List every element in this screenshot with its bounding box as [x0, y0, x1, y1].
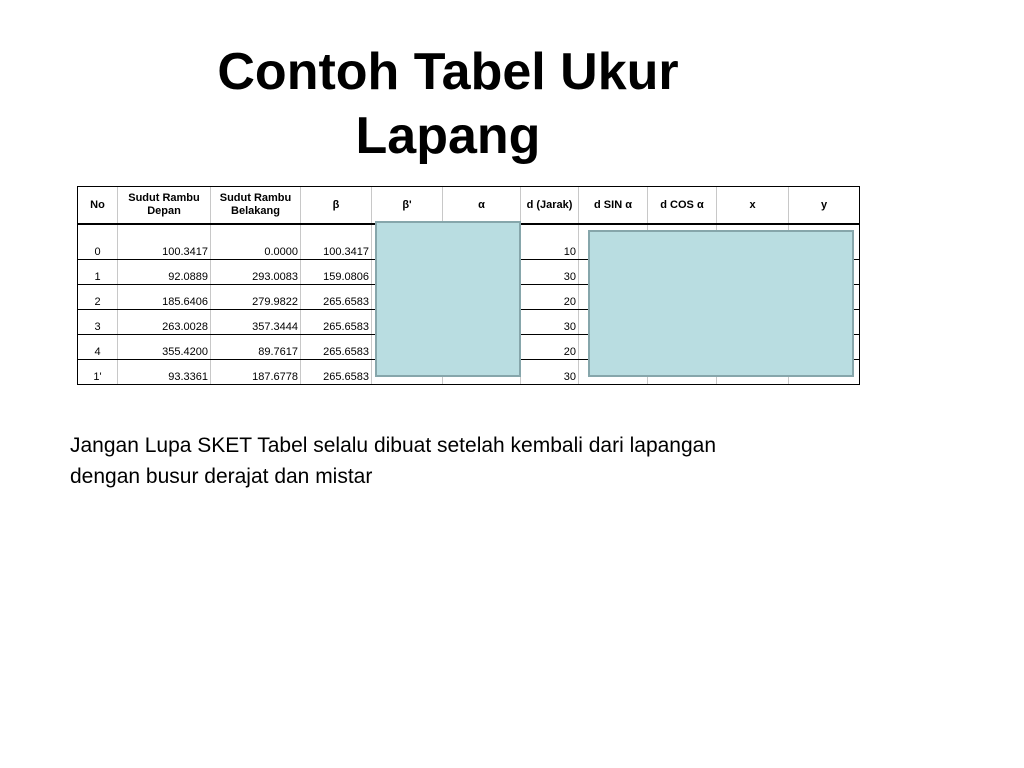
slide-title-line-2: Lapang [355, 107, 541, 165]
cell-sudut-rambu-belakang: 279.9822 [211, 285, 301, 310]
cell-sudut-rambu-depan: 100.3417 [118, 235, 211, 260]
cover-box-beta-alpha [375, 221, 521, 377]
cell-jarak: 30 [521, 360, 579, 385]
cell-beta: 159.0806 [301, 260, 372, 285]
header-cell-d-sin: d SIN α [579, 187, 648, 225]
cell-beta: 265.6583 [301, 285, 372, 310]
note-line-2: dengan busur derajat dan mistar [70, 465, 373, 488]
cell-jarak: 30 [521, 310, 579, 335]
slide-title-line-1: Contoh Tabel Ukur [217, 43, 679, 101]
header-cell-alpha: α [443, 187, 521, 225]
cell-beta: 265.6583 [301, 335, 372, 360]
header-cell-beta: β [301, 187, 372, 225]
header-cell-no: No [78, 187, 118, 225]
cell-no: 0 [78, 235, 118, 260]
cell-sudut-rambu-depan: 355.4200 [118, 335, 211, 360]
cell-sudut-rambu-depan: 185.6406 [118, 285, 211, 310]
header-cell-sudut-rambu-belakang: Sudut Rambu Belakang [211, 187, 301, 225]
cell-beta: 265.6583 [301, 360, 372, 385]
cell-no: 1' [78, 360, 118, 385]
cell-no: 3 [78, 310, 118, 335]
spacer-cell [78, 224, 118, 235]
slide-title [0, 40, 896, 168]
cell-jarak: 30 [521, 260, 579, 285]
cell-beta: 100.3417 [301, 235, 372, 260]
spacer-cell [211, 224, 301, 235]
table-header-row [78, 187, 860, 225]
header-cell-beta-prime: β' [372, 187, 443, 225]
cell-sudut-rambu-belakang: 0.0000 [211, 235, 301, 260]
cell-jarak: 20 [521, 335, 579, 360]
cell-jarak: 20 [521, 285, 579, 310]
cell-sudut-rambu-belakang: 89.7617 [211, 335, 301, 360]
spacer-cell [118, 224, 211, 235]
spacer-cell [521, 224, 579, 235]
cell-sudut-rambu-depan: 92.0889 [118, 260, 211, 285]
cell-no: 1 [78, 260, 118, 285]
cell-sudut-rambu-depan: 263.0028 [118, 310, 211, 335]
cell-jarak: 10 [521, 235, 579, 260]
cover-box-results [588, 230, 854, 377]
cell-beta: 265.6583 [301, 310, 372, 335]
header-cell-sudut-rambu-depan: Sudut Rambu Depan [118, 187, 211, 225]
header-cell-x: x [717, 187, 789, 225]
cell-sudut-rambu-belakang: 187.6778 [211, 360, 301, 385]
header-cell-y: y [789, 187, 860, 225]
cell-sudut-rambu-depan: 93.3361 [118, 360, 211, 385]
header-cell-jarak: d (Jarak) [521, 187, 579, 225]
spacer-cell [301, 224, 372, 235]
cell-no: 4 [78, 335, 118, 360]
cell-no: 2 [78, 285, 118, 310]
note-line-1: Jangan Lupa SKET Tabel selalu dibuat setelah kembali dari lapangan [70, 434, 717, 457]
cell-sudut-rambu-belakang: 357.3444 [211, 310, 301, 335]
cell-sudut-rambu-belakang: 293.0083 [211, 260, 301, 285]
note-text [70, 430, 900, 492]
header-cell-d-cos: d COS α [648, 187, 717, 225]
